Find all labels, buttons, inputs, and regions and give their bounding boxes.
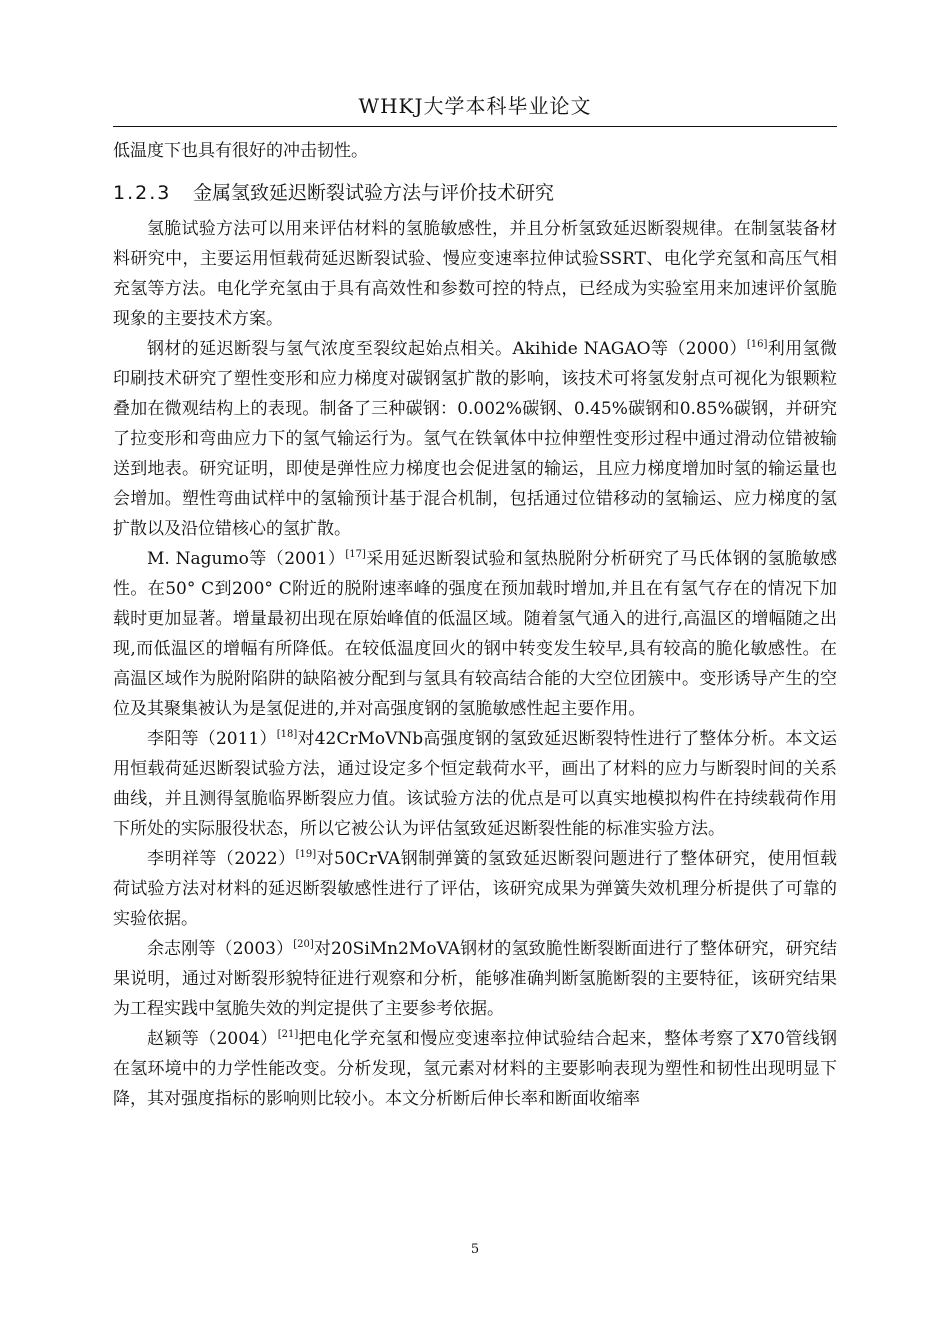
- citation-ref: [20]: [293, 939, 314, 950]
- paragraph-text: 采用延迟断裂试验和氢热脱附分析研究了马氏体钢的氢脆敏感性。在50° C到200° C附近的脱附速率峰的强度在预加载时增加,并且在有氢气存在的情况下加载时更加显著。增量最初出现在原始峰值的低温区域。随着氢气通入的进行,高温区的增幅随之出现,而低温区的增幅有所降低。在较低温度回火的钢中转变发生较早,具有较高的脆化敏感性。在高温区域作为脱附陷阱的缺陷被分配到与氢具有较高结合能的大空位团簇中。变形诱导产生的空位及其聚集被认为是氢促进的,并对高强度钢的氢脆敏感性起主要作用。: [113, 549, 837, 719]
- paragraph-text: 对42CrMoVNb高强度钢的氢致延迟断裂特性进行了整体分析。本文运用恒载荷延迟断裂试验方法，通过设定多个恒定载荷水平，画出了材料的应力与断裂时间的关系曲线，并且测得氢脆临界断裂应力值。该试验方法的优点是可以真实地模拟构件在持续载荷作用下所处的实际服役状态，所以它被公认为评估氢致延迟断裂性能的标准实验方法。: [113, 729, 837, 839]
- section-number: 1.2.3: [113, 182, 172, 204]
- paragraph-text: 把电化学充氢和慢应变速率拉伸试验结合起来，整体考察了X70管线钢在氢环境中的力学性能改变。分析发现，氢元素对材料的主要影响表现为塑性和韧性出现明显下降，其对强度指标的影响则比较小。本文分析断后伸长率和断面收缩率: [113, 1029, 838, 1109]
- citation-ref: [21]: [277, 1029, 299, 1040]
- body-text: [113, 136, 837, 1114]
- paragraph-text: 利用氢微印刷技术研究了塑性变形和应力梯度对碳钢氢扩散的影响，该技术可将氢发射点可视化为银颗粒叠加在微观结构上的表现。制备了三种碳钢：0.002%碳钢、0.45%碳钢和0.85%碳钢，并研究了拉变形和弯曲应力下的氢气输运行为。氢气在铁氧体中拉伸塑性变形过程中通过滑动位错被输送到地表。研究证明，即使是弹性应力梯度也会促进氢的输运，且应力梯度增加时氢的输运量也会增加。塑性弯曲试样中的氢输预计基于混合机制，包括通过位错移动的氢输运、应力梯度的氢扩散以及沿位错核心的氢扩散。: [113, 339, 837, 539]
- paragraph-6: [113, 934, 837, 1024]
- paragraph-text: 李阳等（2011）: [147, 729, 277, 749]
- paragraph-4: [113, 724, 837, 844]
- paragraph-text: 对20SiMn2MoVA钢材的氢致脆性断裂断面进行了整体研究，研究结果说明，通过对断裂形貌特征进行观察和分析，能够准确判断氢脆断裂的主要特征，该研究结果为工程实践中氢脆失效的判定提供了主要参考依据。: [113, 939, 837, 1019]
- section-heading: [113, 178, 837, 208]
- paragraph-5: [113, 844, 837, 934]
- paragraph-2: [113, 334, 837, 544]
- running-header: WHKJ大学本科毕业论文: [358, 94, 592, 118]
- paragraph-3: [113, 544, 837, 724]
- section-title: 金属氢致延迟断裂试验方法与评价技术研究: [193, 182, 555, 204]
- paragraph-text: 对50CrVA钢制弹簧的氢致延迟断裂问题进行了整体研究，使用恒载荷试验方法对材料的延迟断裂敏感性进行了评估，该研究成果为弹簧失效机理分析提供了可靠的实验依据。: [113, 849, 838, 929]
- intro-line: 低温度下也具有很好的冲击韧性。: [113, 141, 368, 161]
- page-number: 5: [470, 1242, 480, 1257]
- citation-ref: [16]: [746, 339, 768, 350]
- paragraph-text: 赵颖等（2004）: [147, 1029, 278, 1049]
- citation-ref: [18]: [276, 729, 298, 740]
- paragraph-text: M. Nagumo等（2001）: [147, 549, 346, 569]
- citation-ref: [17]: [345, 549, 366, 560]
- paragraph-text: 余志刚等（2003）: [147, 939, 294, 959]
- paragraph-1: [113, 214, 837, 334]
- header-rule: [113, 126, 837, 127]
- paragraph-text: 氢脆试验方法可以用来评估材料的氢脆敏感性，并且分析氢致延迟断裂规律。在制氢装备材料研究中，主要运用恒载荷延迟断裂试验、慢应变速率拉伸试验SSRT、电化学充氢和高压气相充氢等方法。电化学充氢由于具有高效性和参数可控的特点，已经成为实验室用来加速评价氢脆现象的主要技术方案。: [113, 219, 837, 329]
- paragraph-text: 李明祥等（2022）: [147, 849, 296, 869]
- paragraph-7: [113, 1024, 837, 1114]
- paragraph-text: 钢材的延迟断裂与氢气浓度至裂纹起始点相关。Akihide NAGAO等（2000）: [147, 339, 747, 359]
- citation-ref: [19]: [295, 849, 317, 860]
